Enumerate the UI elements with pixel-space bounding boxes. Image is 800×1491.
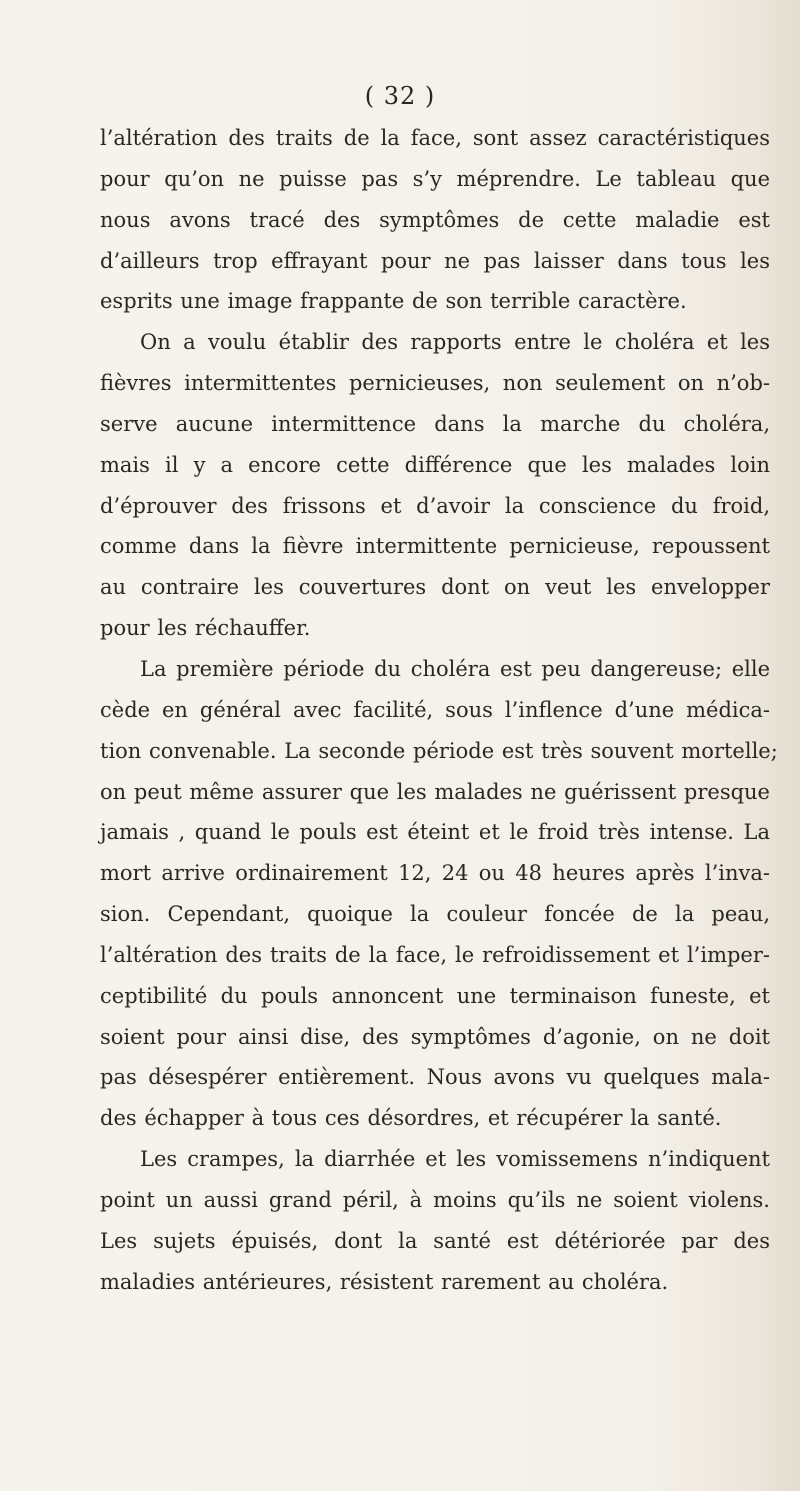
text-line: esprits une image frappante de son terrible caractère. <box>100 289 687 314</box>
text-line: point un aussi grand péril, à moins qu’ils ne soient violens. <box>100 1187 770 1212</box>
text-line: des échapper à tous ces désordres, et récupérer la santé. <box>100 1106 722 1131</box>
text-line: maladies antérieures, résistent rarement au choléra. <box>100 1269 669 1294</box>
text-line: pour qu’on ne puisse pas s’y méprendre. Le tableau que <box>100 166 770 191</box>
text-line: La première période du choléra est peu dangereuse; elle <box>140 656 770 681</box>
text-line: pour les réchauffer. <box>100 616 311 641</box>
text-line: On a voulu établir des rapports entre le choléra et les <box>140 330 770 355</box>
text-line: Les crampes, la diarrhée et les vomissemens n’indiquent <box>140 1147 770 1172</box>
text-line: tion convenable. La seconde période est très souvent mortelle; <box>100 738 778 763</box>
text-line: jamais , quand le pouls est éteint et le froid très intense. La <box>100 820 770 845</box>
text-line: au contraire les couvertures dont on veut les envelopper <box>100 575 770 600</box>
text-line: mais il y a encore cette différence que les malades loin <box>100 452 770 477</box>
text-line: comme dans la fièvre intermittente pernicieuse, repoussent <box>100 534 770 559</box>
text-line: Les sujets épuisés, dont la santé est détériorée par des <box>100 1228 770 1253</box>
text-line: pas désespérer entièrement. Nous avons vu quelques mala- <box>100 1065 770 1090</box>
text-line: l’altération des traits de la face, le refroidissement et l’imper- <box>100 942 770 967</box>
text-line: l’altération des traits de la face, sont assez caractéristiques <box>100 126 770 150</box>
text-line: mort arrive ordinairement 12, 24 ou 48 heures après l’inva- <box>100 861 770 886</box>
text-line: d’ailleurs trop effrayant pour ne pas laisser dans tous les <box>100 248 770 273</box>
text-line: on peut même assurer que les malades ne guérissent presque <box>100 779 770 804</box>
text-line: nous avons tracé des symptômes de cette maladie est <box>100 207 770 232</box>
text-line: d’éprouver des frissons et d’avoir la conscience du froid, <box>100 493 770 518</box>
text-line: ceptibilité du pouls annoncent une terminaison funeste, et <box>100 983 770 1008</box>
text-line: soient pour ainsi dise, des symptômes d’agonie, on ne doit <box>100 1024 770 1049</box>
text-line: serve aucune intermittence dans la marche du choléra, <box>100 411 770 436</box>
text-line: fièvres intermittentes pernicieuses, non seulement on n’ob- <box>100 371 770 396</box>
page-number: ( 32 ) <box>364 82 436 110</box>
text-line: cède en général avec facilité, sous l’inflence d’une médica- <box>100 697 770 722</box>
body-text <box>100 118 778 1302</box>
text-line: sion. Cependant, quoique la couleur foncée de la peau, <box>100 902 770 927</box>
